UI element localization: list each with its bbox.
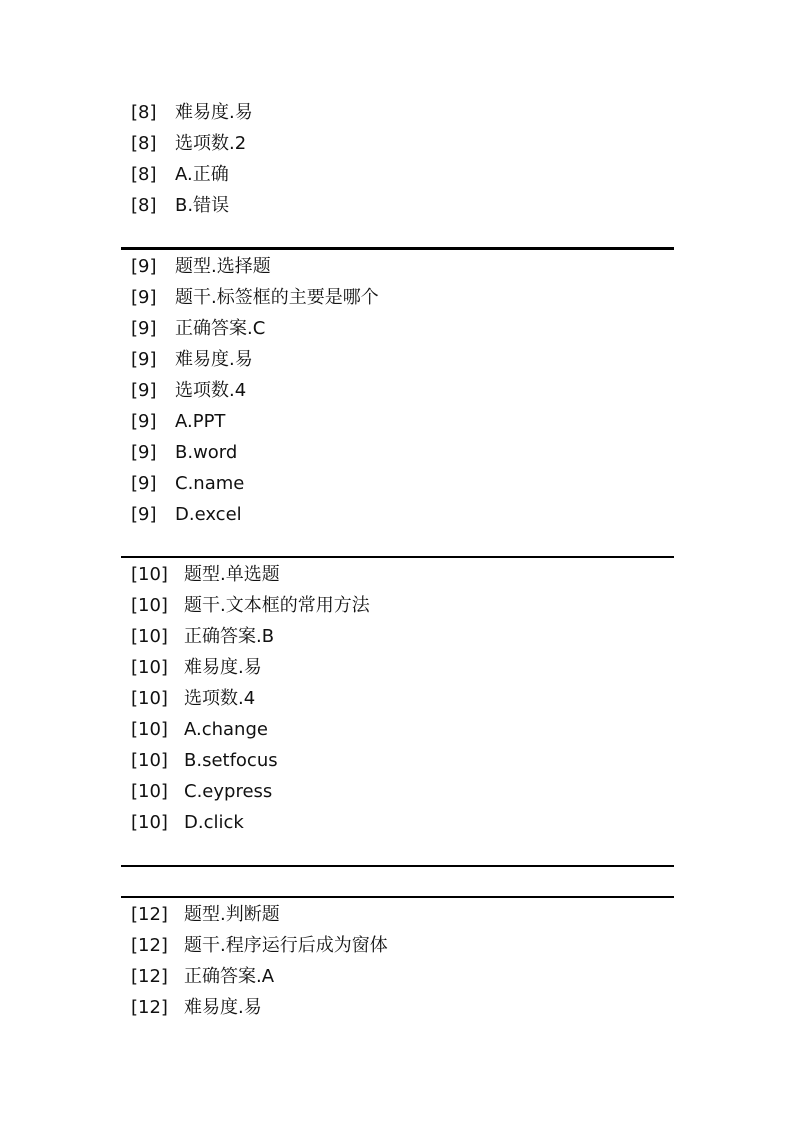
question-text: 选项数.4	[184, 688, 256, 709]
question-number: [8]	[131, 102, 157, 123]
question-text: B.setfocus	[184, 750, 278, 771]
question-number: [9]	[131, 349, 157, 370]
question-text: 题型.单选题	[184, 564, 280, 585]
question-number: [8]	[131, 164, 157, 185]
question-number: [9]	[131, 442, 157, 463]
question-number: [12]	[131, 966, 168, 987]
question-number: [9]	[131, 287, 157, 308]
question-text: 难易度.易	[175, 102, 253, 123]
question-number: [10]	[131, 564, 168, 585]
question-text: 难易度.易	[175, 349, 253, 370]
question-number: [10]	[131, 657, 168, 678]
question-text: 题干.文本框的常用方法	[184, 595, 370, 616]
question-number: [10]	[131, 626, 168, 647]
question-text: 难易度.易	[184, 657, 262, 678]
question-number: [12]	[131, 997, 168, 1018]
question-block-10	[131, 559, 674, 838]
question-text: D.click	[184, 812, 244, 833]
question-text: A.正确	[175, 164, 229, 185]
question-line	[131, 499, 674, 530]
question-line	[131, 559, 674, 590]
question-line	[131, 190, 674, 221]
question-number: [10]	[131, 750, 168, 771]
question-text: 正确答案.A	[184, 966, 275, 987]
question-number: [9]	[131, 473, 157, 494]
question-block-12	[131, 899, 674, 1023]
question-text: A.change	[184, 719, 268, 740]
question-number: [12]	[131, 904, 168, 925]
section-divider	[121, 896, 674, 898]
question-number: [9]	[131, 256, 157, 277]
section-divider	[121, 865, 674, 867]
question-text: B.word	[175, 442, 238, 463]
question-line	[131, 961, 674, 992]
question-line	[131, 807, 674, 838]
question-line	[131, 468, 674, 499]
question-number: [8]	[131, 133, 157, 154]
question-line	[131, 128, 674, 159]
question-line	[131, 590, 674, 621]
question-number: [9]	[131, 318, 157, 339]
question-block-9	[131, 251, 674, 530]
question-text: 难易度.易	[184, 997, 262, 1018]
question-line	[131, 745, 674, 776]
question-block-8	[131, 97, 674, 221]
question-line	[131, 313, 674, 344]
question-line	[131, 776, 674, 807]
question-line	[131, 251, 674, 282]
question-line	[131, 406, 674, 437]
question-number: [9]	[131, 504, 157, 525]
question-text: C.eypress	[184, 781, 273, 802]
question-number: [9]	[131, 411, 157, 432]
question-line	[131, 344, 674, 375]
question-line	[131, 375, 674, 406]
question-text: 选项数.4	[175, 380, 247, 401]
question-line	[131, 621, 674, 652]
question-text: 题型.判断题	[184, 904, 280, 925]
question-line	[131, 992, 674, 1023]
question-text: 题干.标签框的主要是哪个	[175, 287, 379, 308]
question-text: A.PPT	[175, 411, 226, 432]
question-text: 题型.选择题	[175, 256, 271, 277]
question-text: 正确答案.B	[184, 626, 275, 647]
question-text: C.name	[175, 473, 245, 494]
question-line	[131, 652, 674, 683]
question-number: [10]	[131, 595, 168, 616]
question-text: B.错误	[175, 195, 230, 216]
question-line	[131, 159, 674, 190]
question-text: 正确答案.C	[175, 318, 266, 339]
question-line	[131, 282, 674, 313]
question-text: 选项数.2	[175, 133, 247, 154]
question-line	[131, 437, 674, 468]
question-number: [10]	[131, 812, 168, 833]
question-line	[131, 930, 674, 961]
section-divider	[121, 247, 674, 250]
question-line	[131, 899, 674, 930]
question-number: [8]	[131, 195, 157, 216]
question-line	[131, 683, 674, 714]
question-number: [10]	[131, 719, 168, 740]
question-line	[131, 714, 674, 745]
question-number: [9]	[131, 380, 157, 401]
question-text: D.excel	[175, 504, 242, 525]
question-line	[131, 97, 674, 128]
question-number: [12]	[131, 935, 168, 956]
section-divider	[121, 556, 674, 558]
question-number: [10]	[131, 688, 168, 709]
question-number: [10]	[131, 781, 168, 802]
question-text: 题干.程序运行后成为窗体	[184, 935, 388, 956]
